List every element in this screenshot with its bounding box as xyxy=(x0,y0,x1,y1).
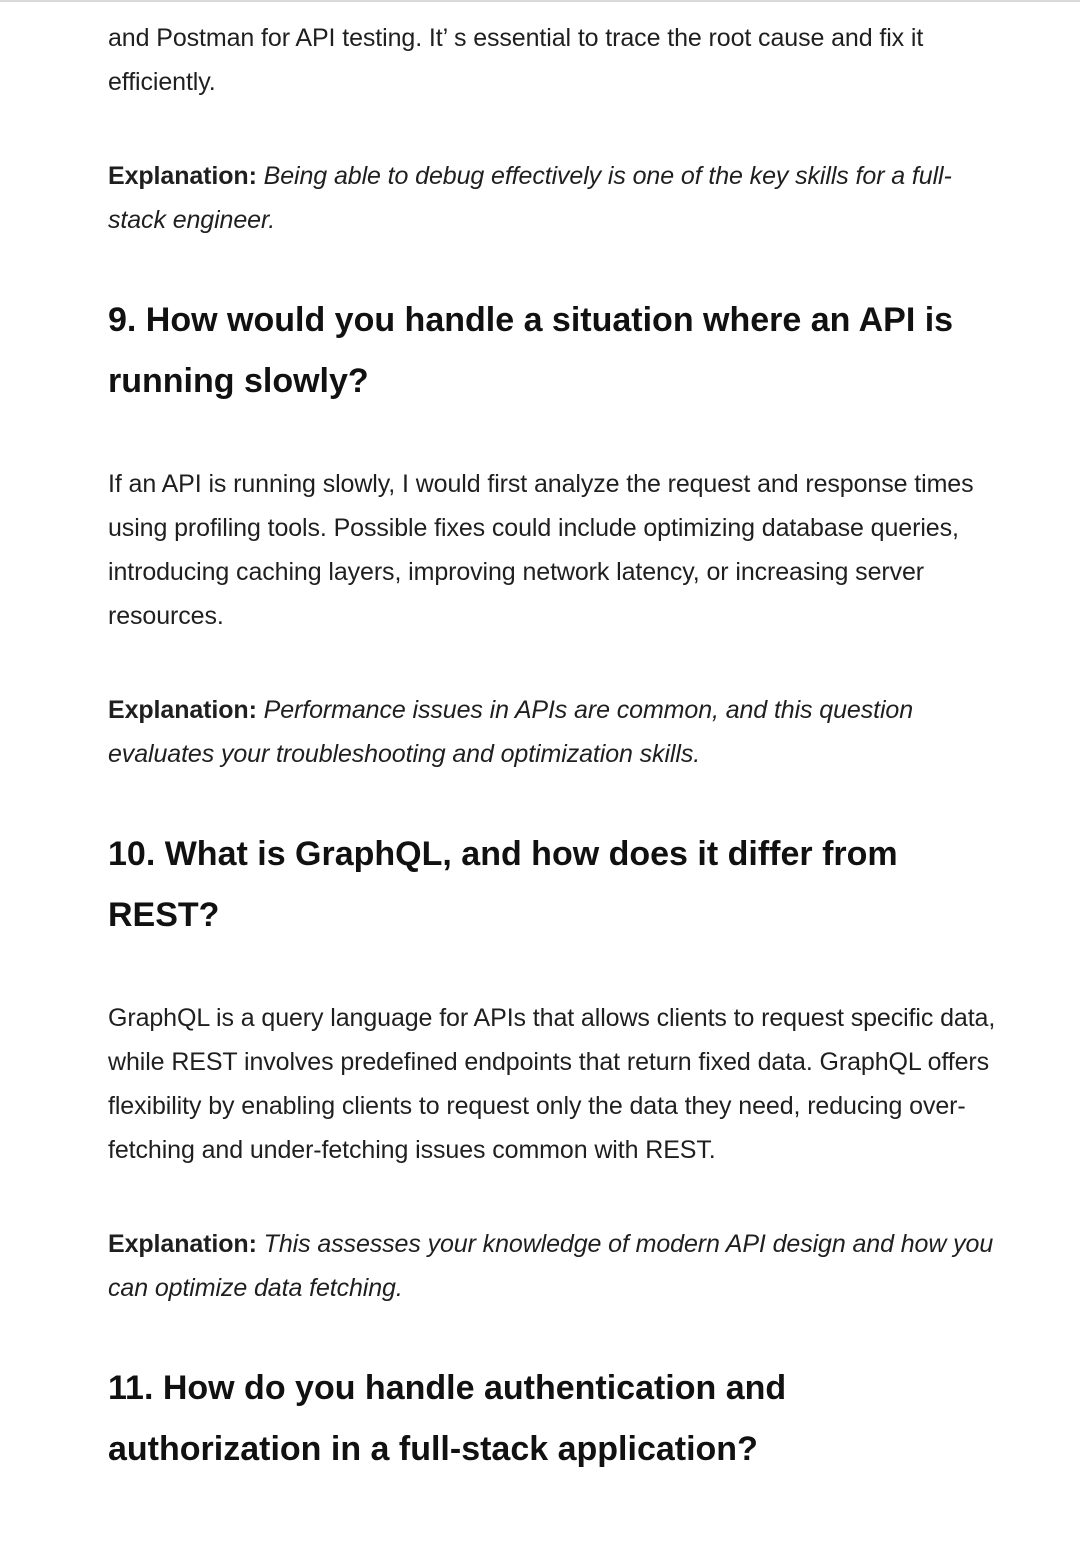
answer-8-tail: and Postman for API testing. It’ s essential to trace the root cause and fix it efficiently. xyxy=(108,24,924,96)
explanation-8 xyxy=(108,154,1008,242)
explanation-text: This assesses your knowledge of modern API design and how you can optimize data fetching. xyxy=(108,1230,994,1302)
question-10-heading: 10. What is GraphQL, and how does it differ from REST? xyxy=(108,835,898,934)
explanation-10 xyxy=(108,1222,1008,1310)
answer-10: GraphQL is a query language for APIs that allows clients to request specific data, while REST involves predefined endpoints that return fixed data. GraphQL offers flexibility by enabling clients to request only the data they need, reducing over-fetching and under-fetching issues common with REST. xyxy=(108,1004,996,1164)
explanation-label: Explanation: xyxy=(108,162,257,190)
answer-9: If an API is running slowly, I would first analyze the request and response times using profiling tools. Possible fixes could include optimizing database queries, introducing caching layers, improving network latency, or increasing server resources. xyxy=(108,470,974,630)
explanation-text: Performance issues in APIs are common, and this question evaluates your troubleshooting and optimization skills. xyxy=(108,696,914,768)
explanation-label: Explanation: xyxy=(108,696,257,724)
article-body xyxy=(108,16,1008,1480)
explanation-text: Being able to debug effectively is one of the key skills for a full-stack engineer. xyxy=(108,162,952,234)
top-divider xyxy=(0,0,1080,2)
explanation-9 xyxy=(108,688,1008,776)
explanation-label: Explanation: xyxy=(108,1230,257,1258)
question-9-heading: 9. How would you handle a situation where an API is running slowly? xyxy=(108,301,954,400)
question-11-heading: 11. How do you handle authentication and authorization in a full-stack application? xyxy=(108,1369,787,1468)
